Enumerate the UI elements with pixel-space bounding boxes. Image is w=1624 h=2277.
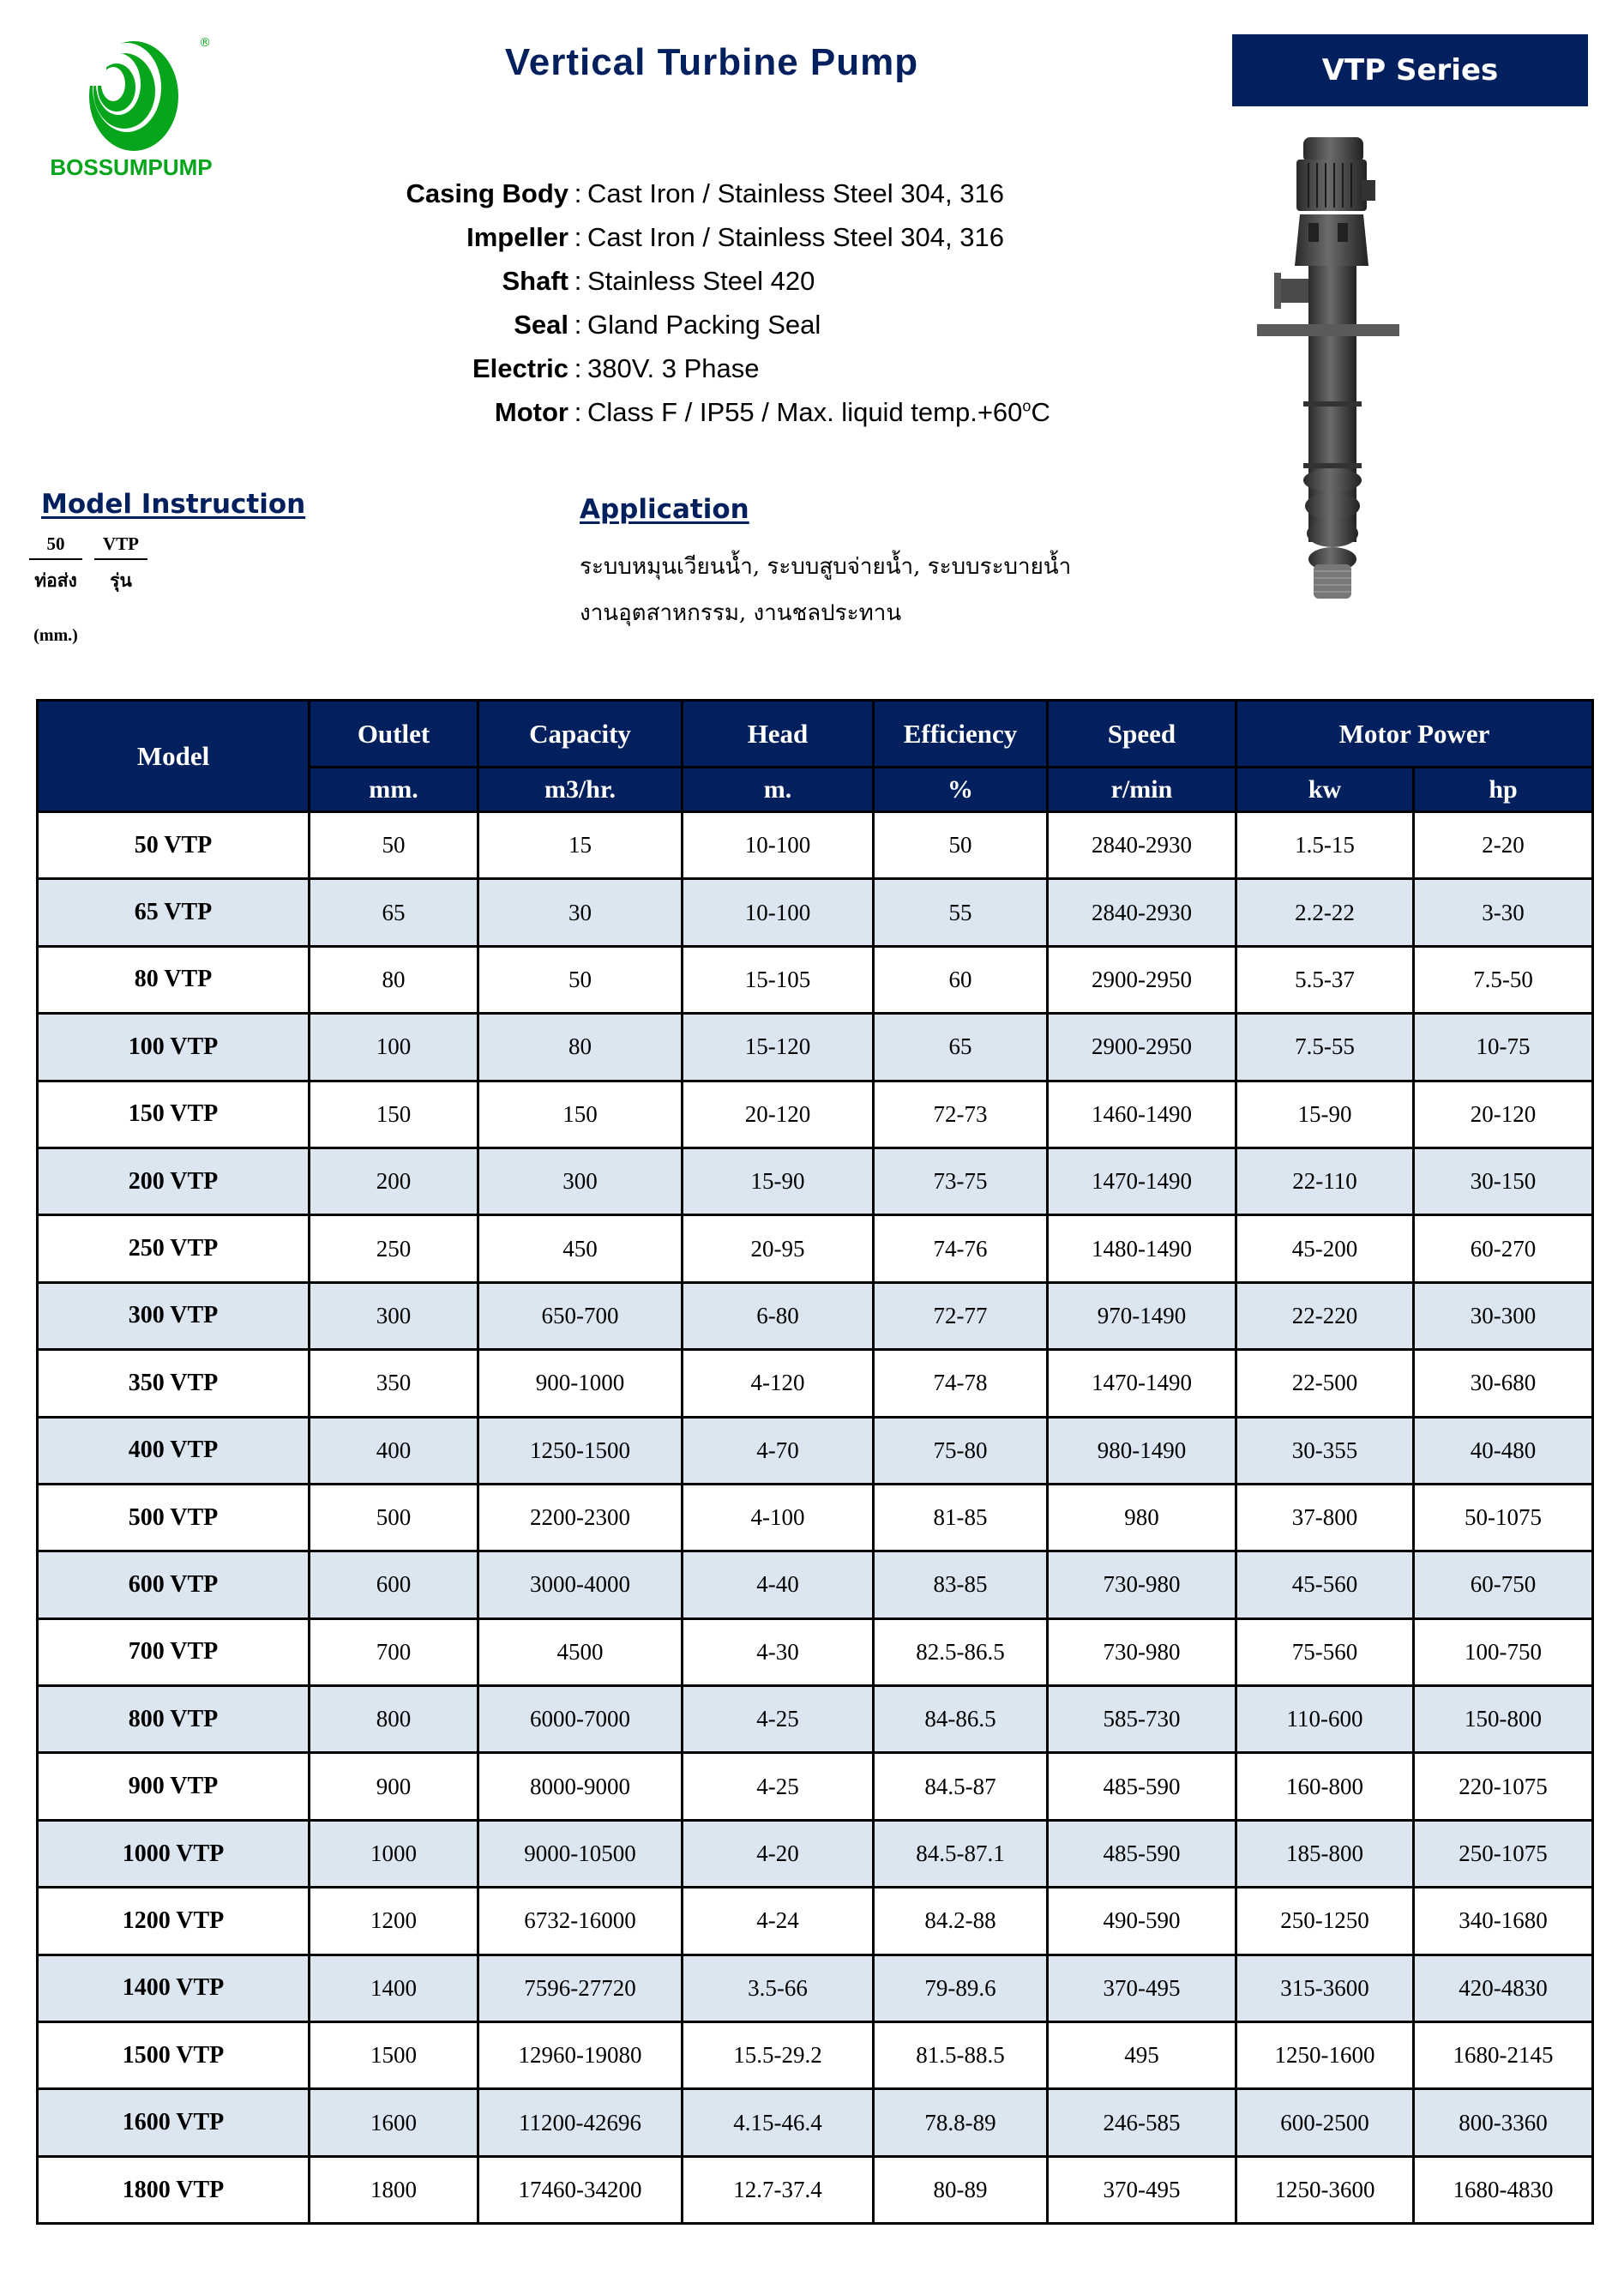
cell-outlet: 500 bbox=[310, 1484, 478, 1551]
table-row bbox=[38, 2089, 1593, 2156]
cell-outlet: 150 bbox=[310, 1081, 478, 1148]
cell-head: 4-25 bbox=[683, 1753, 874, 1820]
spec-separator: : bbox=[574, 178, 582, 208]
cell-hp: 800-3360 bbox=[1414, 2089, 1593, 2156]
cell-outlet: 80 bbox=[310, 946, 478, 1013]
cell-speed: 585-730 bbox=[1048, 1686, 1236, 1753]
cell-kw: 160-800 bbox=[1236, 1753, 1414, 1820]
cell-efficiency: 79-89.6 bbox=[874, 1955, 1048, 2021]
spec-label: Electric bbox=[472, 352, 568, 383]
spec-row-impeller bbox=[360, 215, 1050, 259]
column-header-efficiency: Efficiency bbox=[874, 701, 1048, 768]
cell-speed: 495 bbox=[1048, 2022, 1236, 2089]
cell-hp: 7.5-50 bbox=[1414, 946, 1593, 1013]
cell-efficiency: 84.2-88 bbox=[874, 1888, 1048, 1955]
model-code-unit: (mm.) bbox=[33, 626, 78, 645]
cell-capacity: 7596-27720 bbox=[478, 1955, 683, 2021]
cell-efficiency: 83-85 bbox=[874, 1551, 1048, 1618]
cell-head: 10-100 bbox=[683, 812, 874, 879]
cell-outlet: 1500 bbox=[310, 2022, 478, 2089]
cell-efficiency: 72-73 bbox=[874, 1081, 1048, 1148]
cell-hp: 20-120 bbox=[1414, 1081, 1593, 1148]
column-header-model: Model bbox=[38, 701, 310, 812]
model-instruction-heading: Model Instruction bbox=[41, 489, 306, 520]
application-heading: Application bbox=[580, 494, 749, 525]
cell-model: 1800 VTP bbox=[38, 2156, 310, 2223]
cell-efficiency: 78.8-89 bbox=[874, 2089, 1048, 2156]
spec-list bbox=[360, 172, 1050, 434]
application-line: งานอุตสาหกรรม, งานชลประทาน bbox=[580, 600, 902, 626]
cell-model: 350 VTP bbox=[38, 1350, 310, 1417]
cell-kw: 110-600 bbox=[1236, 1686, 1414, 1753]
cell-kw: 75-560 bbox=[1236, 1618, 1414, 1685]
cell-model: 50 VTP bbox=[38, 812, 310, 879]
spec-value: Gland Packing Seal bbox=[587, 309, 821, 340]
cell-speed: 1460-1490 bbox=[1048, 1081, 1236, 1148]
table-row bbox=[38, 1551, 1593, 1618]
table-row bbox=[38, 1081, 1593, 1148]
cell-outlet: 200 bbox=[310, 1148, 478, 1214]
cell-speed: 2840-2930 bbox=[1048, 812, 1236, 879]
cell-model: 700 VTP bbox=[38, 1618, 310, 1685]
cell-head: 4-30 bbox=[683, 1618, 874, 1685]
cell-capacity: 900-1000 bbox=[478, 1350, 683, 1417]
cell-head: 6-80 bbox=[683, 1282, 874, 1349]
cell-kw: 37-800 bbox=[1236, 1484, 1414, 1551]
cell-head: 15.5-29.2 bbox=[683, 2022, 874, 2089]
application-line: ระบบหมุนเวียนน้ำ, ระบบสูบจ่ายน้ำ, ระบบระบายน้ำ bbox=[580, 554, 1072, 580]
cell-outlet: 700 bbox=[310, 1618, 478, 1685]
spec-value: Cast Iron / Stainless Steel 304, 316 bbox=[587, 221, 1004, 252]
cell-speed: 485-590 bbox=[1048, 1753, 1236, 1820]
spec-row-motor bbox=[360, 390, 1050, 434]
cell-kw: 1250-3600 bbox=[1236, 2156, 1414, 2223]
cell-speed: 730-980 bbox=[1048, 1551, 1236, 1618]
cell-kw: 22-500 bbox=[1236, 1350, 1414, 1417]
cell-speed: 246-585 bbox=[1048, 2089, 1236, 2156]
cell-head: 4-40 bbox=[683, 1551, 874, 1618]
table-body bbox=[38, 812, 1593, 2224]
spec-value-suffix: C bbox=[1031, 396, 1050, 427]
series-badge: VTP Series bbox=[1232, 34, 1588, 106]
cell-capacity: 1250-1500 bbox=[478, 1417, 683, 1484]
cell-outlet: 1000 bbox=[310, 1820, 478, 1887]
cell-capacity: 8000-9000 bbox=[478, 1753, 683, 1820]
cell-model: 1000 VTP bbox=[38, 1820, 310, 1887]
cell-outlet: 250 bbox=[310, 1215, 478, 1282]
column-header-head: Head bbox=[683, 701, 874, 768]
spec-separator: : bbox=[574, 352, 582, 383]
cell-outlet: 1800 bbox=[310, 2156, 478, 2223]
cell-model: 800 VTP bbox=[38, 1686, 310, 1753]
model-code-breakdown bbox=[29, 533, 147, 645]
spec-separator: : bbox=[574, 221, 582, 252]
cell-capacity: 17460-34200 bbox=[478, 2156, 683, 2223]
table-row bbox=[38, 1753, 1593, 1820]
cell-capacity: 9000-10500 bbox=[478, 1820, 683, 1887]
cell-speed: 730-980 bbox=[1048, 1618, 1236, 1685]
table-row bbox=[38, 1417, 1593, 1484]
spec-value: Cast Iron / Stainless Steel 304, 316 bbox=[587, 178, 1004, 208]
cell-efficiency: 84.5-87 bbox=[874, 1753, 1048, 1820]
spec-value bbox=[587, 397, 1050, 428]
spec-value-text: Class F / IP55 / Max. liquid temp.+60 bbox=[587, 396, 1023, 427]
cell-head: 4-70 bbox=[683, 1417, 874, 1484]
cell-outlet: 1600 bbox=[310, 2089, 478, 2156]
cell-model: 500 VTP bbox=[38, 1484, 310, 1551]
cell-capacity: 300 bbox=[478, 1148, 683, 1214]
cell-kw: 7.5-55 bbox=[1236, 1014, 1414, 1081]
spec-separator: : bbox=[574, 396, 582, 427]
column-header-motor-power: Motor Power bbox=[1236, 701, 1593, 768]
cell-efficiency: 60 bbox=[874, 946, 1048, 1013]
cell-kw: 315-3600 bbox=[1236, 1955, 1414, 2021]
cell-capacity: 6000-7000 bbox=[478, 1686, 683, 1753]
model-instruction bbox=[33, 489, 306, 645]
swirl-logo-icon bbox=[77, 34, 232, 154]
cell-hp: 250-1075 bbox=[1414, 1820, 1593, 1887]
unit-efficiency: % bbox=[874, 768, 1048, 812]
cell-model: 65 VTP bbox=[38, 879, 310, 946]
cell-speed: 2840-2930 bbox=[1048, 879, 1236, 946]
cell-kw: 22-220 bbox=[1236, 1282, 1414, 1349]
cell-outlet: 50 bbox=[310, 812, 478, 879]
cell-outlet: 100 bbox=[310, 1014, 478, 1081]
cell-kw: 5.5-37 bbox=[1236, 946, 1414, 1013]
cell-speed: 980-1490 bbox=[1048, 1417, 1236, 1484]
cell-model: 150 VTP bbox=[38, 1081, 310, 1148]
brand-name: BOSSUMPUMP bbox=[50, 154, 213, 180]
spec-label: Motor bbox=[494, 396, 568, 427]
cell-kw: 185-800 bbox=[1236, 1820, 1414, 1887]
cell-head: 4-120 bbox=[683, 1350, 874, 1417]
table-row bbox=[38, 946, 1593, 1013]
cell-kw: 22-110 bbox=[1236, 1148, 1414, 1214]
table-row bbox=[38, 2022, 1593, 2089]
spec-label: Impeller bbox=[466, 221, 568, 252]
cell-model: 600 VTP bbox=[38, 1551, 310, 1618]
cell-capacity: 6732-16000 bbox=[478, 1888, 683, 1955]
cell-outlet: 400 bbox=[310, 1417, 478, 1484]
cell-outlet: 1400 bbox=[310, 1955, 478, 2021]
cell-hp: 2-20 bbox=[1414, 812, 1593, 879]
cell-hp: 40-480 bbox=[1414, 1417, 1593, 1484]
model-code-description: รุ่น bbox=[110, 570, 132, 591]
table-row bbox=[38, 1148, 1593, 1214]
spec-row-electric bbox=[360, 346, 1050, 390]
spec-label: Shaft bbox=[502, 265, 568, 296]
cell-outlet: 65 bbox=[310, 879, 478, 946]
page-title: Vertical Turbine Pump bbox=[504, 41, 919, 83]
cell-speed: 370-495 bbox=[1048, 2156, 1236, 2223]
unit-head: m. bbox=[683, 768, 874, 812]
cell-kw: 250-1250 bbox=[1236, 1888, 1414, 1955]
cell-hp: 60-270 bbox=[1414, 1215, 1593, 1282]
cell-hp: 30-300 bbox=[1414, 1282, 1593, 1349]
cell-hp: 10-75 bbox=[1414, 1014, 1593, 1081]
pump-image bbox=[1252, 129, 1423, 660]
table-header-row bbox=[38, 701, 1593, 768]
spec-separator: : bbox=[574, 265, 582, 296]
cell-hp: 30-150 bbox=[1414, 1148, 1593, 1214]
cell-head: 4-20 bbox=[683, 1820, 874, 1887]
cell-model: 900 VTP bbox=[38, 1753, 310, 1820]
cell-head: 4-25 bbox=[683, 1686, 874, 1753]
table-row bbox=[38, 1484, 1593, 1551]
cell-efficiency: 81-85 bbox=[874, 1484, 1048, 1551]
spec-label: Seal bbox=[514, 309, 568, 340]
cell-model: 1400 VTP bbox=[38, 1955, 310, 2021]
cell-model: 200 VTP bbox=[38, 1148, 310, 1214]
cell-head: 3.5-66 bbox=[683, 1955, 874, 2021]
cell-kw: 30-355 bbox=[1236, 1417, 1414, 1484]
unit-speed: r/min bbox=[1048, 768, 1236, 812]
cell-hp: 3-30 bbox=[1414, 879, 1593, 946]
cell-efficiency: 74-78 bbox=[874, 1350, 1048, 1417]
pump-spec-table bbox=[36, 699, 1594, 2225]
model-code-part bbox=[94, 533, 147, 595]
cell-speed: 1480-1490 bbox=[1048, 1215, 1236, 1282]
unit-hp: hp bbox=[1414, 768, 1593, 812]
cell-capacity: 30 bbox=[478, 879, 683, 946]
table-row bbox=[38, 1215, 1593, 1282]
cell-model: 1200 VTP bbox=[38, 1888, 310, 1955]
cell-speed: 980 bbox=[1048, 1484, 1236, 1551]
cell-head: 4.15-46.4 bbox=[683, 2089, 874, 2156]
table-row bbox=[38, 1014, 1593, 1081]
cell-capacity: 50 bbox=[478, 946, 683, 1013]
spec-value: 380V. 3 Phase bbox=[587, 352, 760, 383]
table-row bbox=[38, 2156, 1593, 2223]
cell-efficiency: 50 bbox=[874, 812, 1048, 879]
spec-label: Casing Body bbox=[406, 178, 568, 208]
cell-hp: 60-750 bbox=[1414, 1551, 1593, 1618]
cell-hp: 220-1075 bbox=[1414, 1753, 1593, 1820]
cell-capacity: 2200-2300 bbox=[478, 1484, 683, 1551]
cell-kw: 45-200 bbox=[1236, 1215, 1414, 1282]
cell-model: 400 VTP bbox=[38, 1417, 310, 1484]
registered-mark: ® bbox=[199, 36, 211, 50]
cell-speed: 490-590 bbox=[1048, 1888, 1236, 1955]
degree-mark: o bbox=[1022, 397, 1032, 415]
cell-head: 20-120 bbox=[683, 1081, 874, 1148]
cell-capacity: 11200-42696 bbox=[478, 2089, 683, 2156]
cell-capacity: 450 bbox=[478, 1215, 683, 1282]
cell-speed: 2900-2950 bbox=[1048, 946, 1236, 1013]
cell-head: 15-120 bbox=[683, 1014, 874, 1081]
table-row bbox=[38, 1618, 1593, 1685]
cell-capacity: 80 bbox=[478, 1014, 683, 1081]
cell-kw: 15-90 bbox=[1236, 1081, 1414, 1148]
cell-kw: 1250-1600 bbox=[1236, 2022, 1414, 2089]
cell-capacity: 15 bbox=[478, 812, 683, 879]
column-header-outlet: Outlet bbox=[310, 701, 478, 768]
cell-outlet: 350 bbox=[310, 1350, 478, 1417]
cell-hp: 150-800 bbox=[1414, 1686, 1593, 1753]
brand-logo bbox=[41, 34, 221, 189]
cell-efficiency: 84.5-87.1 bbox=[874, 1820, 1048, 1887]
cell-head: 15-90 bbox=[683, 1148, 874, 1214]
cell-efficiency: 75-80 bbox=[874, 1417, 1048, 1484]
table-row bbox=[38, 1350, 1593, 1417]
vertical-turbine-pump-icon bbox=[1252, 129, 1423, 660]
cell-speed: 970-1490 bbox=[1048, 1282, 1236, 1349]
cell-head: 10-100 bbox=[683, 879, 874, 946]
cell-hp: 100-750 bbox=[1414, 1618, 1593, 1685]
table-row bbox=[38, 1820, 1593, 1887]
cell-hp: 30-680 bbox=[1414, 1350, 1593, 1417]
table-row bbox=[38, 879, 1593, 946]
cell-model: 1600 VTP bbox=[38, 2089, 310, 2156]
cell-speed: 485-590 bbox=[1048, 1820, 1236, 1887]
cell-capacity: 650-700 bbox=[478, 1282, 683, 1349]
spec-separator: : bbox=[574, 309, 582, 340]
cell-hp: 1680-2145 bbox=[1414, 2022, 1593, 2089]
cell-head: 4-24 bbox=[683, 1888, 874, 1955]
cell-efficiency: 73-75 bbox=[874, 1148, 1048, 1214]
cell-efficiency: 72-77 bbox=[874, 1282, 1048, 1349]
spec-row-casing-body bbox=[360, 172, 1050, 215]
cell-efficiency: 55 bbox=[874, 879, 1048, 946]
cell-efficiency: 84-86.5 bbox=[874, 1686, 1048, 1753]
model-code-value: VTP bbox=[94, 533, 147, 560]
spec-row-shaft bbox=[360, 259, 1050, 303]
cell-efficiency: 80-89 bbox=[874, 2156, 1048, 2223]
cell-kw: 2.2-22 bbox=[1236, 879, 1414, 946]
cell-outlet: 1200 bbox=[310, 1888, 478, 1955]
cell-efficiency: 82.5-86.5 bbox=[874, 1618, 1048, 1685]
application-section bbox=[580, 494, 1071, 636]
cell-head: 4-100 bbox=[683, 1484, 874, 1551]
application-text bbox=[580, 544, 1071, 636]
cell-speed: 1470-1490 bbox=[1048, 1148, 1236, 1214]
cell-hp: 1680-4830 bbox=[1414, 2156, 1593, 2223]
table-row bbox=[38, 812, 1593, 879]
cell-outlet: 600 bbox=[310, 1551, 478, 1618]
cell-hp: 50-1075 bbox=[1414, 1484, 1593, 1551]
spec-row-seal bbox=[360, 303, 1050, 346]
cell-model: 300 VTP bbox=[38, 1282, 310, 1349]
unit-kw: kw bbox=[1236, 768, 1414, 812]
cell-model: 1500 VTP bbox=[38, 2022, 310, 2089]
cell-kw: 600-2500 bbox=[1236, 2089, 1414, 2156]
cell-capacity: 3000-4000 bbox=[478, 1551, 683, 1618]
column-header-capacity: Capacity bbox=[478, 701, 683, 768]
cell-capacity: 4500 bbox=[478, 1618, 683, 1685]
cell-capacity: 12960-19080 bbox=[478, 2022, 683, 2089]
table-row bbox=[38, 1282, 1593, 1349]
cell-kw: 45-560 bbox=[1236, 1551, 1414, 1618]
cell-efficiency: 81.5-88.5 bbox=[874, 2022, 1048, 2089]
cell-capacity: 150 bbox=[478, 1081, 683, 1148]
cell-model: 100 VTP bbox=[38, 1014, 310, 1081]
table-row bbox=[38, 1686, 1593, 1753]
cell-speed: 370-495 bbox=[1048, 1955, 1236, 2021]
cell-outlet: 800 bbox=[310, 1686, 478, 1753]
cell-head: 20-95 bbox=[683, 1215, 874, 1282]
column-header-speed: Speed bbox=[1048, 701, 1236, 768]
cell-outlet: 900 bbox=[310, 1753, 478, 1820]
cell-head: 12.7-37.4 bbox=[683, 2156, 874, 2223]
cell-head: 15-105 bbox=[683, 946, 874, 1013]
model-code-part bbox=[29, 533, 82, 645]
table-row bbox=[38, 1888, 1593, 1955]
model-code-value: 50 bbox=[29, 533, 82, 560]
cell-efficiency: 74-76 bbox=[874, 1215, 1048, 1282]
cell-model: 250 VTP bbox=[38, 1215, 310, 1282]
cell-speed: 1470-1490 bbox=[1048, 1350, 1236, 1417]
spec-value: Stainless Steel 420 bbox=[587, 265, 815, 296]
cell-outlet: 300 bbox=[310, 1282, 478, 1349]
model-code-description: ท่อส่ง bbox=[34, 570, 77, 591]
cell-hp: 420-4830 bbox=[1414, 1955, 1593, 2021]
cell-speed: 2900-2950 bbox=[1048, 1014, 1236, 1081]
cell-efficiency: 65 bbox=[874, 1014, 1048, 1081]
unit-outlet: mm. bbox=[310, 768, 478, 812]
cell-model: 80 VTP bbox=[38, 946, 310, 1013]
table-row bbox=[38, 1955, 1593, 2021]
unit-capacity: m3/hr. bbox=[478, 768, 683, 812]
cell-hp: 340-1680 bbox=[1414, 1888, 1593, 1955]
cell-kw: 1.5-15 bbox=[1236, 812, 1414, 879]
